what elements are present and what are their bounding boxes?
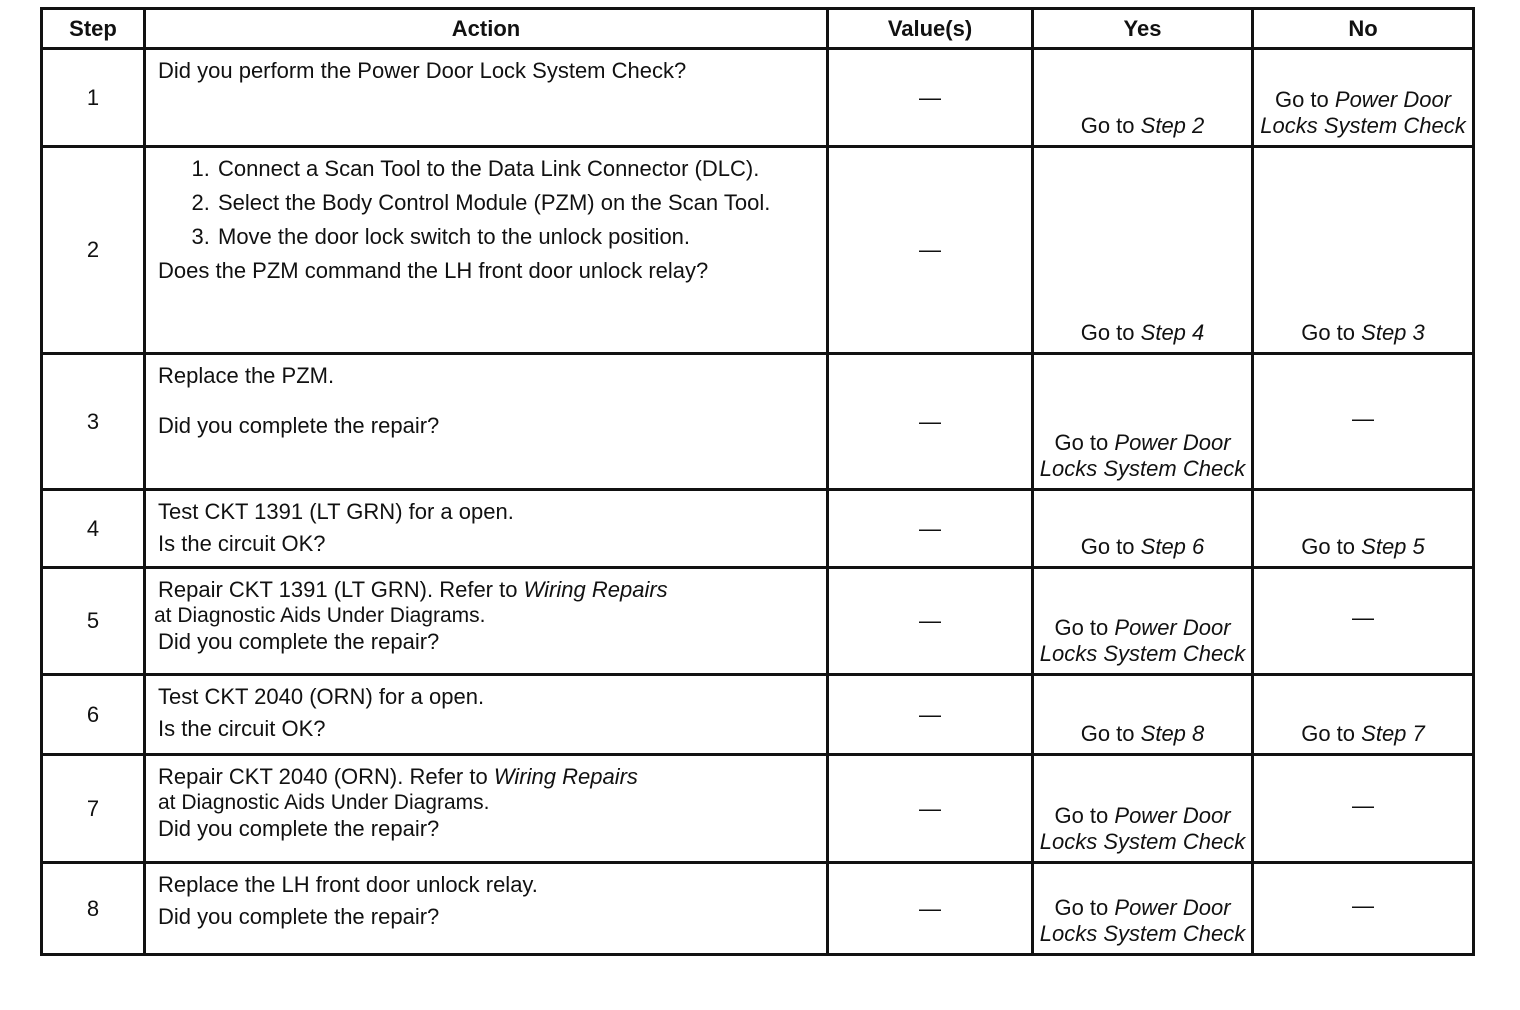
header-row [42, 9, 1474, 49]
yes-target-link[interactable]: Power Door Locks System Check [1039, 803, 1246, 854]
value-cell: — [828, 675, 1033, 755]
header-yes: Yes [1033, 9, 1253, 49]
step-number: 7 [42, 755, 145, 863]
diagnostic-table [40, 7, 1475, 956]
action-question: Did you complete the repair? [158, 629, 440, 654]
action-question: Did you complete the repair? [158, 413, 440, 438]
step-number: 5 [42, 568, 145, 675]
action-cell [145, 354, 828, 490]
action-text: Replace the LH front door unlock relay. [158, 872, 538, 897]
step-number: 4 [42, 490, 145, 568]
procedure-step: 3. Move the door lock switch to the unlock position. [216, 224, 818, 250]
yes-target-link[interactable]: Power Door Locks System Check [1039, 430, 1246, 481]
no-cell [1253, 49, 1474, 147]
header-values: Value(s) [828, 9, 1033, 49]
procedure-step: 1. Connect a Scan Tool to the Data Link Connector (DLC). [216, 156, 818, 182]
action-cell [145, 568, 828, 675]
header-step: Step [42, 9, 145, 49]
no-cell [1253, 675, 1474, 755]
table-row [42, 490, 1474, 568]
value-cell: — [828, 49, 1033, 147]
action-prefix: Repair CKT 1391 (LT GRN). Refer to [158, 577, 518, 602]
yes-cell [1033, 568, 1253, 675]
value-cell: — [828, 147, 1033, 354]
no-prefix: Go to [1301, 320, 1356, 345]
action-prefix: Repair CKT 2040 (ORN). Refer to [158, 764, 488, 789]
step-number: 1 [42, 49, 145, 147]
action-text [158, 764, 818, 790]
no-cell: — [1253, 568, 1474, 675]
action-cell [145, 675, 828, 755]
action-text: Test CKT 2040 (ORN) for a open. [158, 684, 485, 709]
header-action: Action [145, 9, 828, 49]
wiring-repairs-link[interactable]: Wiring Repairs [523, 577, 668, 602]
step-number: 2 [42, 147, 145, 354]
table-row [42, 568, 1474, 675]
no-target-link[interactable]: Step 5 [1361, 534, 1425, 559]
action-cell [145, 147, 828, 354]
yes-prefix: Go to [1054, 615, 1109, 640]
header-no: No [1253, 9, 1474, 49]
yes-cell [1033, 147, 1253, 354]
yes-cell [1033, 863, 1253, 955]
no-cell [1253, 147, 1474, 354]
yes-target-link[interactable]: Step 8 [1140, 721, 1205, 746]
action-question: Does the PZM command the LH front door unlock relay? [158, 258, 709, 283]
table-row [42, 863, 1474, 955]
wiring-repairs-link[interactable]: Wiring Repairs [493, 764, 638, 789]
procedure-list [158, 156, 818, 250]
action-question: Is the circuit OK? [158, 531, 326, 556]
table-row [42, 755, 1474, 863]
step-number: 3 [42, 354, 145, 490]
yes-target-link[interactable]: Step 6 [1140, 534, 1205, 559]
no-cell [1253, 490, 1474, 568]
yes-prefix: Go to [1054, 430, 1109, 455]
yes-cell [1033, 49, 1253, 147]
table-row [42, 49, 1474, 147]
value-cell: — [828, 568, 1033, 675]
no-target-link[interactable]: Step 3 [1361, 320, 1425, 345]
table-row [42, 147, 1474, 354]
table-row [42, 354, 1474, 490]
yes-cell [1033, 755, 1253, 863]
no-prefix: Go to [1301, 534, 1356, 559]
no-cell: — [1253, 354, 1474, 490]
value-cell: — [828, 354, 1033, 490]
action-cell [145, 490, 828, 568]
yes-cell [1033, 675, 1253, 755]
action-cell [145, 863, 828, 955]
action-question: Did you complete the repair? [158, 904, 440, 929]
action-question: Is the circuit OK? [158, 716, 326, 741]
no-cell: — [1253, 755, 1474, 863]
action-text: Replace the PZM. [158, 363, 335, 388]
yes-target-link[interactable]: Step 4 [1140, 320, 1205, 345]
no-target-link[interactable]: Step 7 [1361, 721, 1425, 746]
step-number: 6 [42, 675, 145, 755]
yes-prefix: Go to [1080, 534, 1135, 559]
action-text [158, 577, 818, 603]
value-cell: — [828, 490, 1033, 568]
procedure-step: 2. Select the Body Control Module (PZM) on the Scan Tool. [216, 190, 818, 216]
yes-target-link[interactable]: Step 2 [1140, 113, 1205, 138]
yes-prefix: Go to [1080, 721, 1135, 746]
action-text: at Diagnostic Aids Under Diagrams. [158, 791, 490, 814]
action-cell [145, 49, 828, 147]
yes-cell [1033, 490, 1253, 568]
no-cell: — [1253, 863, 1474, 955]
action-text: at Diagnostic Aids Under Diagrams. [154, 604, 486, 627]
no-prefix: Go to [1301, 721, 1356, 746]
table-row [42, 675, 1474, 755]
yes-cell [1033, 354, 1253, 490]
yes-prefix: Go to [1080, 113, 1135, 138]
no-target-link[interactable]: Power Door Locks System Check [1260, 87, 1466, 138]
no-prefix: Go to [1274, 87, 1329, 112]
yes-target-link[interactable]: Power Door Locks System Check [1039, 895, 1246, 946]
value-cell: — [828, 863, 1033, 955]
yes-prefix: Go to [1054, 803, 1109, 828]
yes-prefix: Go to [1080, 320, 1135, 345]
yes-target-link[interactable]: Power Door Locks System Check [1039, 615, 1246, 666]
action-cell [145, 755, 828, 863]
value-cell: — [828, 755, 1033, 863]
yes-prefix: Go to [1054, 895, 1109, 920]
action-text: Did you perform the Power Door Lock System Check? [158, 58, 687, 83]
step-number: 8 [42, 863, 145, 955]
action-question: Did you complete the repair? [158, 816, 440, 841]
action-text: Test CKT 1391 (LT GRN) for a open. [158, 499, 514, 524]
